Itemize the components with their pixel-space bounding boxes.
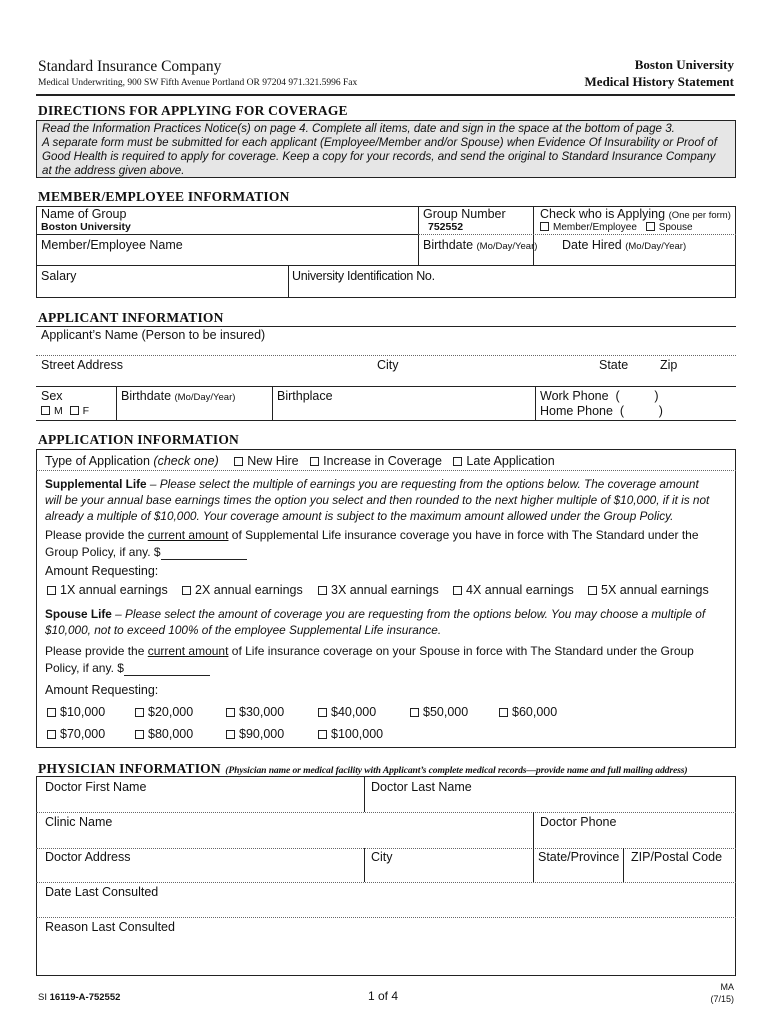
supplemental-life-title: Supplemental Life (45, 477, 147, 491)
member-birthdate-text: Birthdate (423, 238, 474, 252)
increase-coverage-checkbox[interactable] (310, 457, 319, 466)
reason-last-consulted-input[interactable] (45, 940, 725, 970)
applicant-birthdate-text: Birthdate (121, 389, 172, 403)
type-of-application-label: Type of Application (45, 454, 150, 468)
date-hired-label (562, 238, 686, 252)
group-name-label: Name of Group (41, 207, 127, 221)
supplemental-current-amount (45, 527, 730, 561)
doctor-zip-label: ZIP/Postal Code (631, 850, 723, 864)
state-code: MA (720, 982, 734, 992)
spouse-option-label: $20,000 (148, 705, 194, 719)
applicant-birthdate-label (121, 389, 235, 403)
directions-text (42, 122, 717, 178)
spouse-amount-checkbox[interactable] (47, 730, 56, 739)
spouse-option[interactable] (135, 705, 193, 719)
spouse-amount-requesting-label: Amount Requesting: (45, 683, 159, 697)
directions-line: Good Health is required to apply for coverage. Keep a copy for your records, and send the original to Standard Insurance Company (42, 150, 716, 163)
org-name: Boston University (634, 57, 734, 72)
salary-input[interactable] (90, 280, 280, 296)
spouse-option[interactable] (47, 727, 105, 741)
spouse-option[interactable] (226, 727, 284, 741)
spouse-amount-checkbox[interactable] (226, 730, 235, 739)
spouse-current-underlined: current amount (147, 644, 229, 658)
form-id-number: 16119-A-752552 (49, 992, 121, 1003)
member-name-label: Member/Employee Name (41, 238, 183, 252)
sex-f-checkbox[interactable] (70, 406, 79, 415)
check-applying-text: Check who is Applying (540, 207, 666, 221)
group-name-value: Boston University (41, 221, 131, 233)
supp-current-text: Please provide the (45, 528, 148, 542)
physician-heading: PHYSICIAN INFORMATION (38, 761, 221, 776)
spouse-current-amount (45, 643, 730, 677)
applicant-zip-label: Zip (660, 358, 678, 372)
spouse-current-text: Please provide the (45, 644, 148, 658)
check-applying-label (540, 207, 731, 221)
group-number-label: Group Number (423, 207, 506, 221)
applicant-state-label: State (599, 358, 629, 372)
spouse-option[interactable] (135, 727, 193, 741)
supplemental-life-text (45, 476, 730, 524)
earnings-option-label: 2X annual earnings (195, 583, 303, 597)
physician-heading-note: (Physician name or medical facility with Applicant’s complete medical records—provide name and full mailing address) (225, 765, 688, 776)
spouse-option-label: $90,000 (239, 727, 285, 741)
spouse-life-desc: $10,000, not to exceed 100% of the employee Supplemental Life insurance. (45, 623, 442, 637)
spouse-amount-checkbox[interactable] (499, 708, 508, 717)
spouse-amount-checkbox[interactable] (318, 730, 327, 739)
reason-last-consulted-label: Reason Last Consulted (45, 920, 175, 934)
spouse-option[interactable] (318, 727, 383, 741)
spouse-life-desc: – Please select the amount of coverage you are requesting from the options below. You may choose a multiple of (111, 607, 706, 621)
spouse-option-label: $100,000 (331, 727, 384, 741)
supp-current-underlined: current amount (147, 528, 229, 542)
university-id-input[interactable] (440, 280, 730, 296)
date-hired-note: (Mo/Day/Year) (625, 241, 687, 252)
earnings-2x-checkbox[interactable] (182, 586, 191, 595)
applicant-type-options (540, 222, 693, 233)
supplemental-life-desc: will be your annual base earnings times the option you select and then rounded to the next higher multiple of $10,000, if it is not (45, 493, 710, 507)
earnings-option-label: 1X annual earnings (60, 583, 168, 597)
clinic-name-label: Clinic Name (45, 815, 113, 829)
earnings-1x-checkbox[interactable] (47, 586, 56, 595)
spouse-option-label: $50,000 (423, 705, 469, 719)
university-id-label: University Identification No. (292, 269, 435, 283)
member-heading: MEMBER/EMPLOYEE INFORMATION (38, 189, 290, 204)
spouse-option[interactable] (318, 705, 376, 719)
spouse-option-label: $70,000 (60, 727, 106, 741)
spouse-current-amount-input[interactable] (124, 662, 210, 676)
spouse-option: Spouse (658, 222, 693, 233)
doctor-phone-input[interactable] (540, 830, 730, 844)
check-applying-note: (One per form) (668, 210, 731, 221)
member-birthdate-label (423, 238, 537, 252)
earnings-option-label: 5X annual earnings (601, 583, 709, 597)
spouse-option-label: $40,000 (331, 705, 377, 719)
street-address-label: Street Address (41, 358, 123, 372)
spouse-current-text: Policy, if any. $ (45, 661, 124, 675)
work-phone-label: Work Phone ( ) (540, 389, 659, 403)
type-of-application-note: (check one) (153, 454, 219, 468)
earnings-option-3[interactable] (318, 583, 439, 597)
sex-m-checkbox[interactable] (41, 406, 50, 415)
date-last-consulted-input[interactable] (45, 900, 725, 914)
date-last-consulted-label: Date Last Consulted (45, 885, 159, 899)
directions-line: Read the Information Practices Notice(s) on page 4. Complete all items, date and sign in the space at the bottom of page 3. (42, 122, 675, 135)
home-phone-label: Home Phone ( ) (540, 404, 663, 418)
directions-line: at the address given above. (42, 164, 185, 177)
doctor-phone-label: Doctor Phone (540, 815, 617, 829)
doctor-last-name-label: Doctor Last Name (371, 780, 472, 794)
header-rule (36, 94, 735, 96)
birthplace-label: Birthplace (277, 389, 333, 403)
doctor-state-label: State/Province (538, 850, 620, 864)
applicant-name-label: Applicant’s Name (Person to be insured) (41, 328, 266, 342)
spouse-amount-checkbox[interactable] (226, 708, 235, 717)
earnings-option-label: 4X annual earnings (466, 583, 574, 597)
document-title: Medical History Statement (584, 74, 734, 89)
member-name-input[interactable] (190, 238, 410, 258)
doctor-first-name-label: Doctor First Name (45, 780, 147, 794)
spouse-life-title: Spouse Life (45, 607, 112, 621)
spouse-current-text: of Life insurance coverage on your Spouse in force with The Standard under the Group (228, 644, 694, 658)
spouse-option[interactable] (499, 705, 557, 719)
date-hired-text: Date Hired (562, 238, 622, 252)
earnings-option-5[interactable] (588, 583, 709, 597)
clinic-name-input[interactable] (45, 830, 525, 844)
doctor-address-label: Doctor Address (45, 850, 131, 864)
earnings-option-2[interactable] (182, 583, 303, 597)
group-number-value: 752552 (428, 221, 464, 233)
member-employee-checkbox[interactable] (540, 222, 549, 231)
revision-date: (7/15) (710, 994, 734, 1004)
application-heading: APPLICATION INFORMATION (38, 432, 239, 447)
form-id-prefix: SI (38, 992, 50, 1003)
directions-heading: DIRECTIONS FOR APPLYING FOR COVERAGE (38, 103, 348, 118)
new-hire-label: New Hire (247, 454, 299, 468)
spouse-option-label: $10,000 (60, 705, 106, 719)
type-of-application-row (45, 454, 555, 468)
spouse-life-text (45, 606, 730, 638)
earnings-option-1[interactable] (47, 583, 168, 597)
member-birthdate-note: (Mo/Day/Year) (476, 241, 538, 252)
applicant-name-input[interactable] (270, 330, 730, 348)
directions-line: A separate form must be submitted for each applicant (Employee/Member and/or Spouse) when Evidence Of Insurability or Proof of (42, 136, 717, 149)
earnings-3x-checkbox[interactable] (318, 586, 327, 595)
sex-options (41, 405, 89, 417)
spouse-option[interactable] (47, 705, 105, 719)
sex-f-label: F (82, 405, 90, 417)
spouse-amount-checkbox[interactable] (410, 708, 419, 717)
spouse-option-label: $80,000 (148, 727, 194, 741)
new-hire-checkbox[interactable] (234, 457, 243, 466)
applicant-city-label: City (377, 358, 399, 372)
supp-amount-requesting-label: Amount Requesting: (45, 564, 159, 578)
supplemental-life-desc: already a multiple of $10,000. Your coverage amount is subject to the maximum amount allowed under the Group Policy. (45, 509, 674, 523)
applicant-birthdate-note: (Mo/Day/Year) (174, 392, 236, 403)
salary-label: Salary (41, 269, 77, 283)
supp-current-amount-input[interactable] (161, 546, 247, 560)
earnings-4x-checkbox[interactable] (453, 586, 462, 595)
spouse-option-label: $60,000 (512, 705, 558, 719)
doctor-address-input[interactable] (45, 865, 355, 879)
doctor-first-name-input[interactable] (45, 795, 355, 809)
late-application-label: Late Application (466, 454, 555, 468)
spouse-option[interactable] (226, 705, 284, 719)
earnings-option-4[interactable] (453, 583, 574, 597)
doctor-last-name-input[interactable] (371, 795, 726, 809)
company-name: Standard Insurance Company (38, 58, 222, 75)
sex-label: Sex (41, 389, 63, 403)
spouse-amount-checkbox[interactable] (135, 708, 144, 717)
supp-current-text: of Supplemental Life insurance coverage you have in force with The Standard under the (228, 528, 699, 542)
supplemental-life-desc: – Please select the multiple of earnings you are requesting from the options below. The coverage amount (146, 477, 699, 491)
doctor-city-label: City (371, 850, 393, 864)
late-application-checkbox[interactable] (453, 457, 462, 466)
earnings-option-label: 3X annual earnings (331, 583, 439, 597)
applicant-heading: APPLICANT INFORMATION (38, 310, 224, 325)
spouse-checkbox[interactable] (646, 222, 655, 231)
member-employee-option: Member/Employee (553, 222, 637, 233)
company-address: Medical Underwriting, 900 SW Fifth Avenue Portland OR 97204 971.321.5996 Fax (38, 78, 358, 88)
spouse-amount-checkbox[interactable] (135, 730, 144, 739)
directions-box (36, 120, 736, 178)
form-id (38, 992, 120, 1003)
sex-m-label: M (54, 405, 63, 417)
spouse-option[interactable] (410, 705, 468, 719)
page-number: 1 of 4 (368, 989, 399, 1003)
spouse-amount-checkbox[interactable] (318, 708, 327, 717)
spouse-option-label: $30,000 (239, 705, 285, 719)
increase-coverage-label: Increase in Coverage (323, 454, 442, 468)
supp-current-text: Group Policy, if any. $ (45, 545, 161, 559)
spouse-amount-checkbox[interactable] (47, 708, 56, 717)
earnings-5x-checkbox[interactable] (588, 586, 597, 595)
